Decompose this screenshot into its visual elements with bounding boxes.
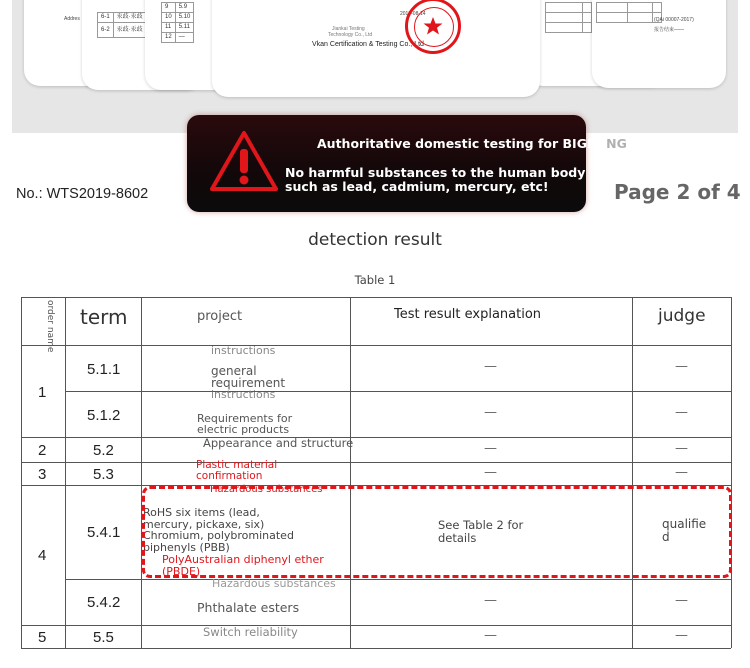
term-cell-5-1-1: 5.1.1 xyxy=(87,361,121,378)
certificate-card-main xyxy=(212,0,540,97)
right-code: (QAi 00007-2017) xyxy=(654,17,694,23)
result-cell-5-4-2: — xyxy=(484,593,497,608)
right-note: 报告结束—— xyxy=(654,27,685,33)
section-heading: detection result xyxy=(308,230,442,250)
header-order-name: order name xyxy=(45,300,55,353)
term-cell-5-4-1: 5.4.1 xyxy=(87,524,121,541)
table-caption: Table 1 xyxy=(354,273,396,287)
judge-cell-5-1-1: — xyxy=(675,359,688,374)
term-cell-5-4-2: 5.4.2 xyxy=(87,594,121,611)
header-judge: judge xyxy=(658,306,706,326)
term-cell-5-3: 5.3 xyxy=(93,466,114,483)
document-number: No.: WTS2019-8602 xyxy=(16,186,149,202)
lab-name-2: Technology Co., Ltd xyxy=(328,32,373,38)
project-electric-products: Requirements for electric products xyxy=(197,412,293,436)
warning-banner xyxy=(187,115,627,212)
warning-triangle-icon xyxy=(209,129,279,193)
page-number: Page 2 of 4 xyxy=(614,180,741,204)
project-switch-reliability: Switch reliability xyxy=(203,625,298,639)
order-cell-4: 4 xyxy=(38,547,47,564)
project-plastic-material: Plastic material confirmation xyxy=(196,459,278,482)
order-cell-5: 5 xyxy=(38,629,47,646)
stamp-star-icon xyxy=(423,16,443,36)
header-project: project xyxy=(197,309,243,324)
mini-table-far-right xyxy=(596,2,662,23)
certificate-card-5 xyxy=(592,0,726,88)
mini-table-right xyxy=(545,2,592,33)
judge-cell-5-4-1: qualified xyxy=(662,517,707,544)
judge-cell-5-5: — xyxy=(675,628,688,643)
header-term: term xyxy=(80,305,128,329)
red-stamp xyxy=(405,0,461,54)
certificate-date: 2019-08-14 xyxy=(400,11,426,17)
address-label: Addres xyxy=(64,16,80,22)
project-rohs-six-items: RoHS six items (lead, mercury, pickaxe, six) Chromium, polybrominated biphenyls (PBB) xyxy=(143,506,294,554)
judge-cell-5-1-2: — xyxy=(675,405,688,420)
order-cell-1: 1 xyxy=(38,384,47,401)
result-cell-5-2: — xyxy=(484,441,497,456)
project-pbde: PolyAustralian diphenyl ether (PBDE) xyxy=(162,553,324,578)
mini-number-table: 9 5.9 10 5.10 11 5.11 12 — xyxy=(161,2,194,43)
term-cell-5-5: 5.5 xyxy=(93,629,114,646)
result-cell-5-4-1: See Table 2 for details xyxy=(438,518,524,545)
judge-cell-5-3: — xyxy=(675,465,688,480)
banner-headline: Authoritative domestic testing for BIGBANG xyxy=(317,136,627,151)
term-cell-5-2: 5.2 xyxy=(93,442,114,459)
lab-name-3: Vkan Certification & Testing Co., Ltd xyxy=(312,41,424,48)
result-cell-5-1-1: — xyxy=(484,359,497,374)
order-cell-3: 3 xyxy=(38,466,47,483)
project-note-instructions-2: instructions xyxy=(211,388,276,401)
project-note-hazardous-1: Hazardous substances xyxy=(210,484,323,495)
project-phthalate-esters: Phthalate esters xyxy=(197,600,300,615)
lab-name-1: Jiankai Testing xyxy=(332,26,365,32)
project-appearance-structure: Appearance and structure xyxy=(203,436,354,450)
order-cell-2: 2 xyxy=(38,442,47,459)
header-test-result: Test result explanation xyxy=(394,307,542,322)
result-cell-5-1-2: — xyxy=(484,405,497,420)
judge-cell-5-4-2: — xyxy=(675,593,688,608)
project-note-instructions-1: instructions xyxy=(211,344,276,357)
certificate-photo-strip xyxy=(12,0,738,133)
judge-cell-5-2: — xyxy=(675,441,688,456)
result-cell-5-3: — xyxy=(484,465,497,480)
term-cell-5-1-2: 5.1.2 xyxy=(87,407,121,424)
project-general-requirement: general requirement xyxy=(211,364,286,390)
project-note-hazardous-2: Hazardous substances xyxy=(212,577,336,590)
mini-table-left: 6-1 汞歧·汞歧 6-2 汞歧·汞歧 xyxy=(97,12,147,38)
highlight-dashed-box xyxy=(142,486,732,578)
result-cell-5-5: — xyxy=(484,628,497,643)
banner-message: No harmful substances to the human body such as lead, cadmium, mercury, etc! xyxy=(285,165,586,194)
